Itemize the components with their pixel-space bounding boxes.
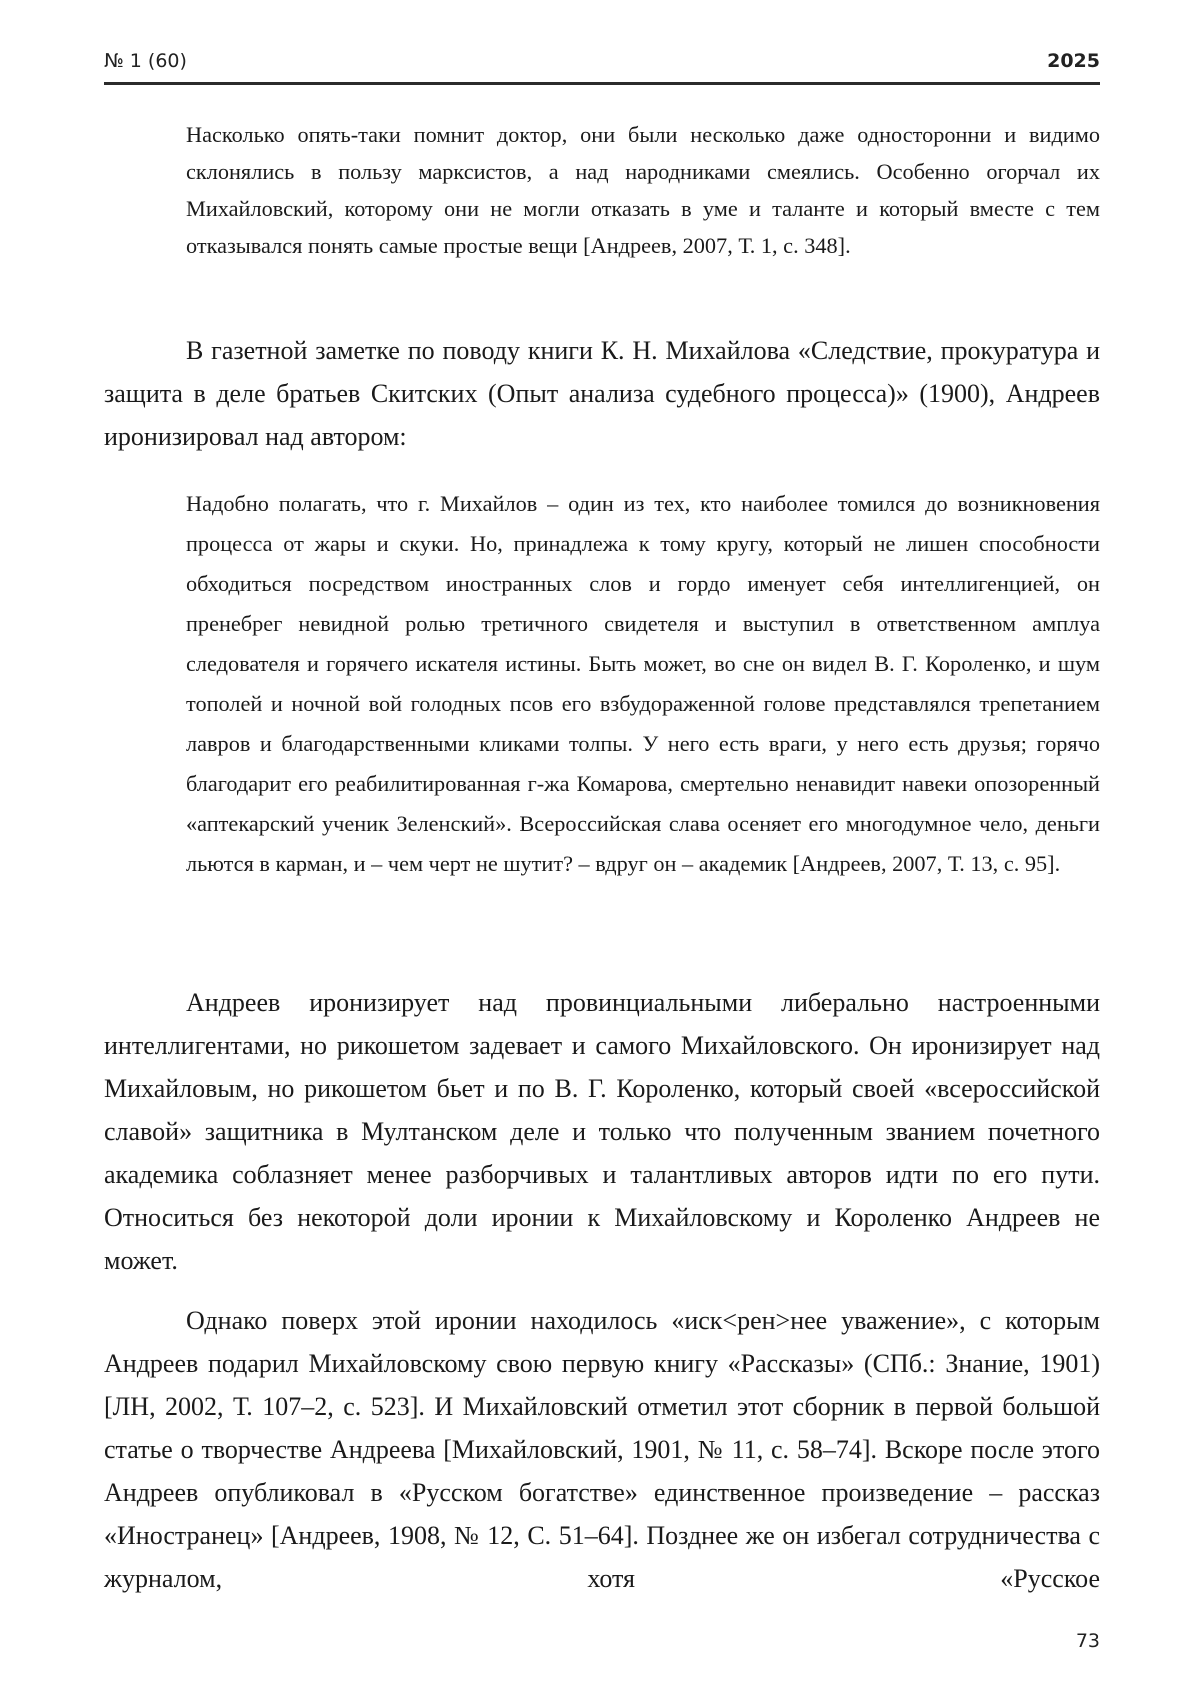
page-number: 73 <box>1075 1630 1100 1652</box>
block-quote-1: Насколько опять-таки помнит доктор, они были несколько даже односторонни и видимо склонялись в пользу марксистов, а над народниками смеялись. Особенно огорчал их Михайловский, которому они не могли отказать в уме и таланте и который вместе с тем отказывался понять самые простые вещи [Андреев, 2007, Т. 1, с. 348]. <box>186 122 1100 258</box>
body-paragraph-3: Однако поверх этой иронии находилось «иск<рен>нее уважение», с которым Андреев подарил Михайловскому свою первую книгу «Рассказы» (СПб.: Знание, 1901) [ЛН, 2002, Т. 107–2, с. 523]. И Михайловский отметил этот сборник в первой большой статье о творчестве Андреева [Михайловский, 1901, № 11, с. 58–74]. Вскоре после этого Андреев опубликовал в «Русском богатстве» единственное произведение – рассказ «Иностранец» [Андреев, 1908, № 12, С. 51–64]. Позднее же он избегал сотрудничества с журналом, хотя «Русское <box>104 1306 1100 1593</box>
publication-year: 2025 <box>1047 50 1100 72</box>
block-quote-2: Надобно полагать, что г. Михайлов – один из тех, кто наиболее томился до возникновения процесса от жары и скуки. Но, принадлежа к тому кругу, который не лишен способности обходиться посредством иностранных слов и гордо именует себя интеллигенцией, он пренебрег невидной ролью третичного свидетеля и выступил в ответственном амплуа следователя и горячего искателя истины. Быть может, во сне он видел В. Г. Короленко, и шум тополей и ночной вой голодных псов его взбудораженной голове представлялся трепетанием лавров и благодарственными кликами толпы. У него есть враги, у него есть друзья; горячо благодарит его реабилитированная г-жа Комарова, смертельно ненавидит навеки опозоренный «аптекарский ученик Зеленский». Всероссийская слава осеняет его многодумное чело, деньги льются в карман, и – чем черт не шутит? – вдруг он – академик [Андреев, 2007, Т. 13, с. 95]. <box>186 491 1100 876</box>
body-paragraph-2: Андреев иронизирует над провинциальными либерально настроенными интеллигентами, но рикошетом задевает и самого Михайловского. Он иронизирует над Михайловым, но рикошетом бьет и по В. Г. Короленко, который своей «всероссийской славой» защитника в Мултанском деле и только что полученным званием почетного академика соблазняет менее разборчивых и талантливых авторов идти по его пути. Относиться без некоторой доли иронии к Михайловскому и Короленко Андреев не может. <box>104 988 1100 1275</box>
issue-number: № 1 (60) <box>104 50 187 72</box>
body-paragraph-1: В газетной заметке по поводу книги К. Н. Михайлова «Следствие, прокуратура и защита в деле братьев Скитских (Опыт анализа судебного процесса)» (1900), Андреев иронизировал над автором: <box>104 336 1100 451</box>
running-header <box>104 46 1100 85</box>
